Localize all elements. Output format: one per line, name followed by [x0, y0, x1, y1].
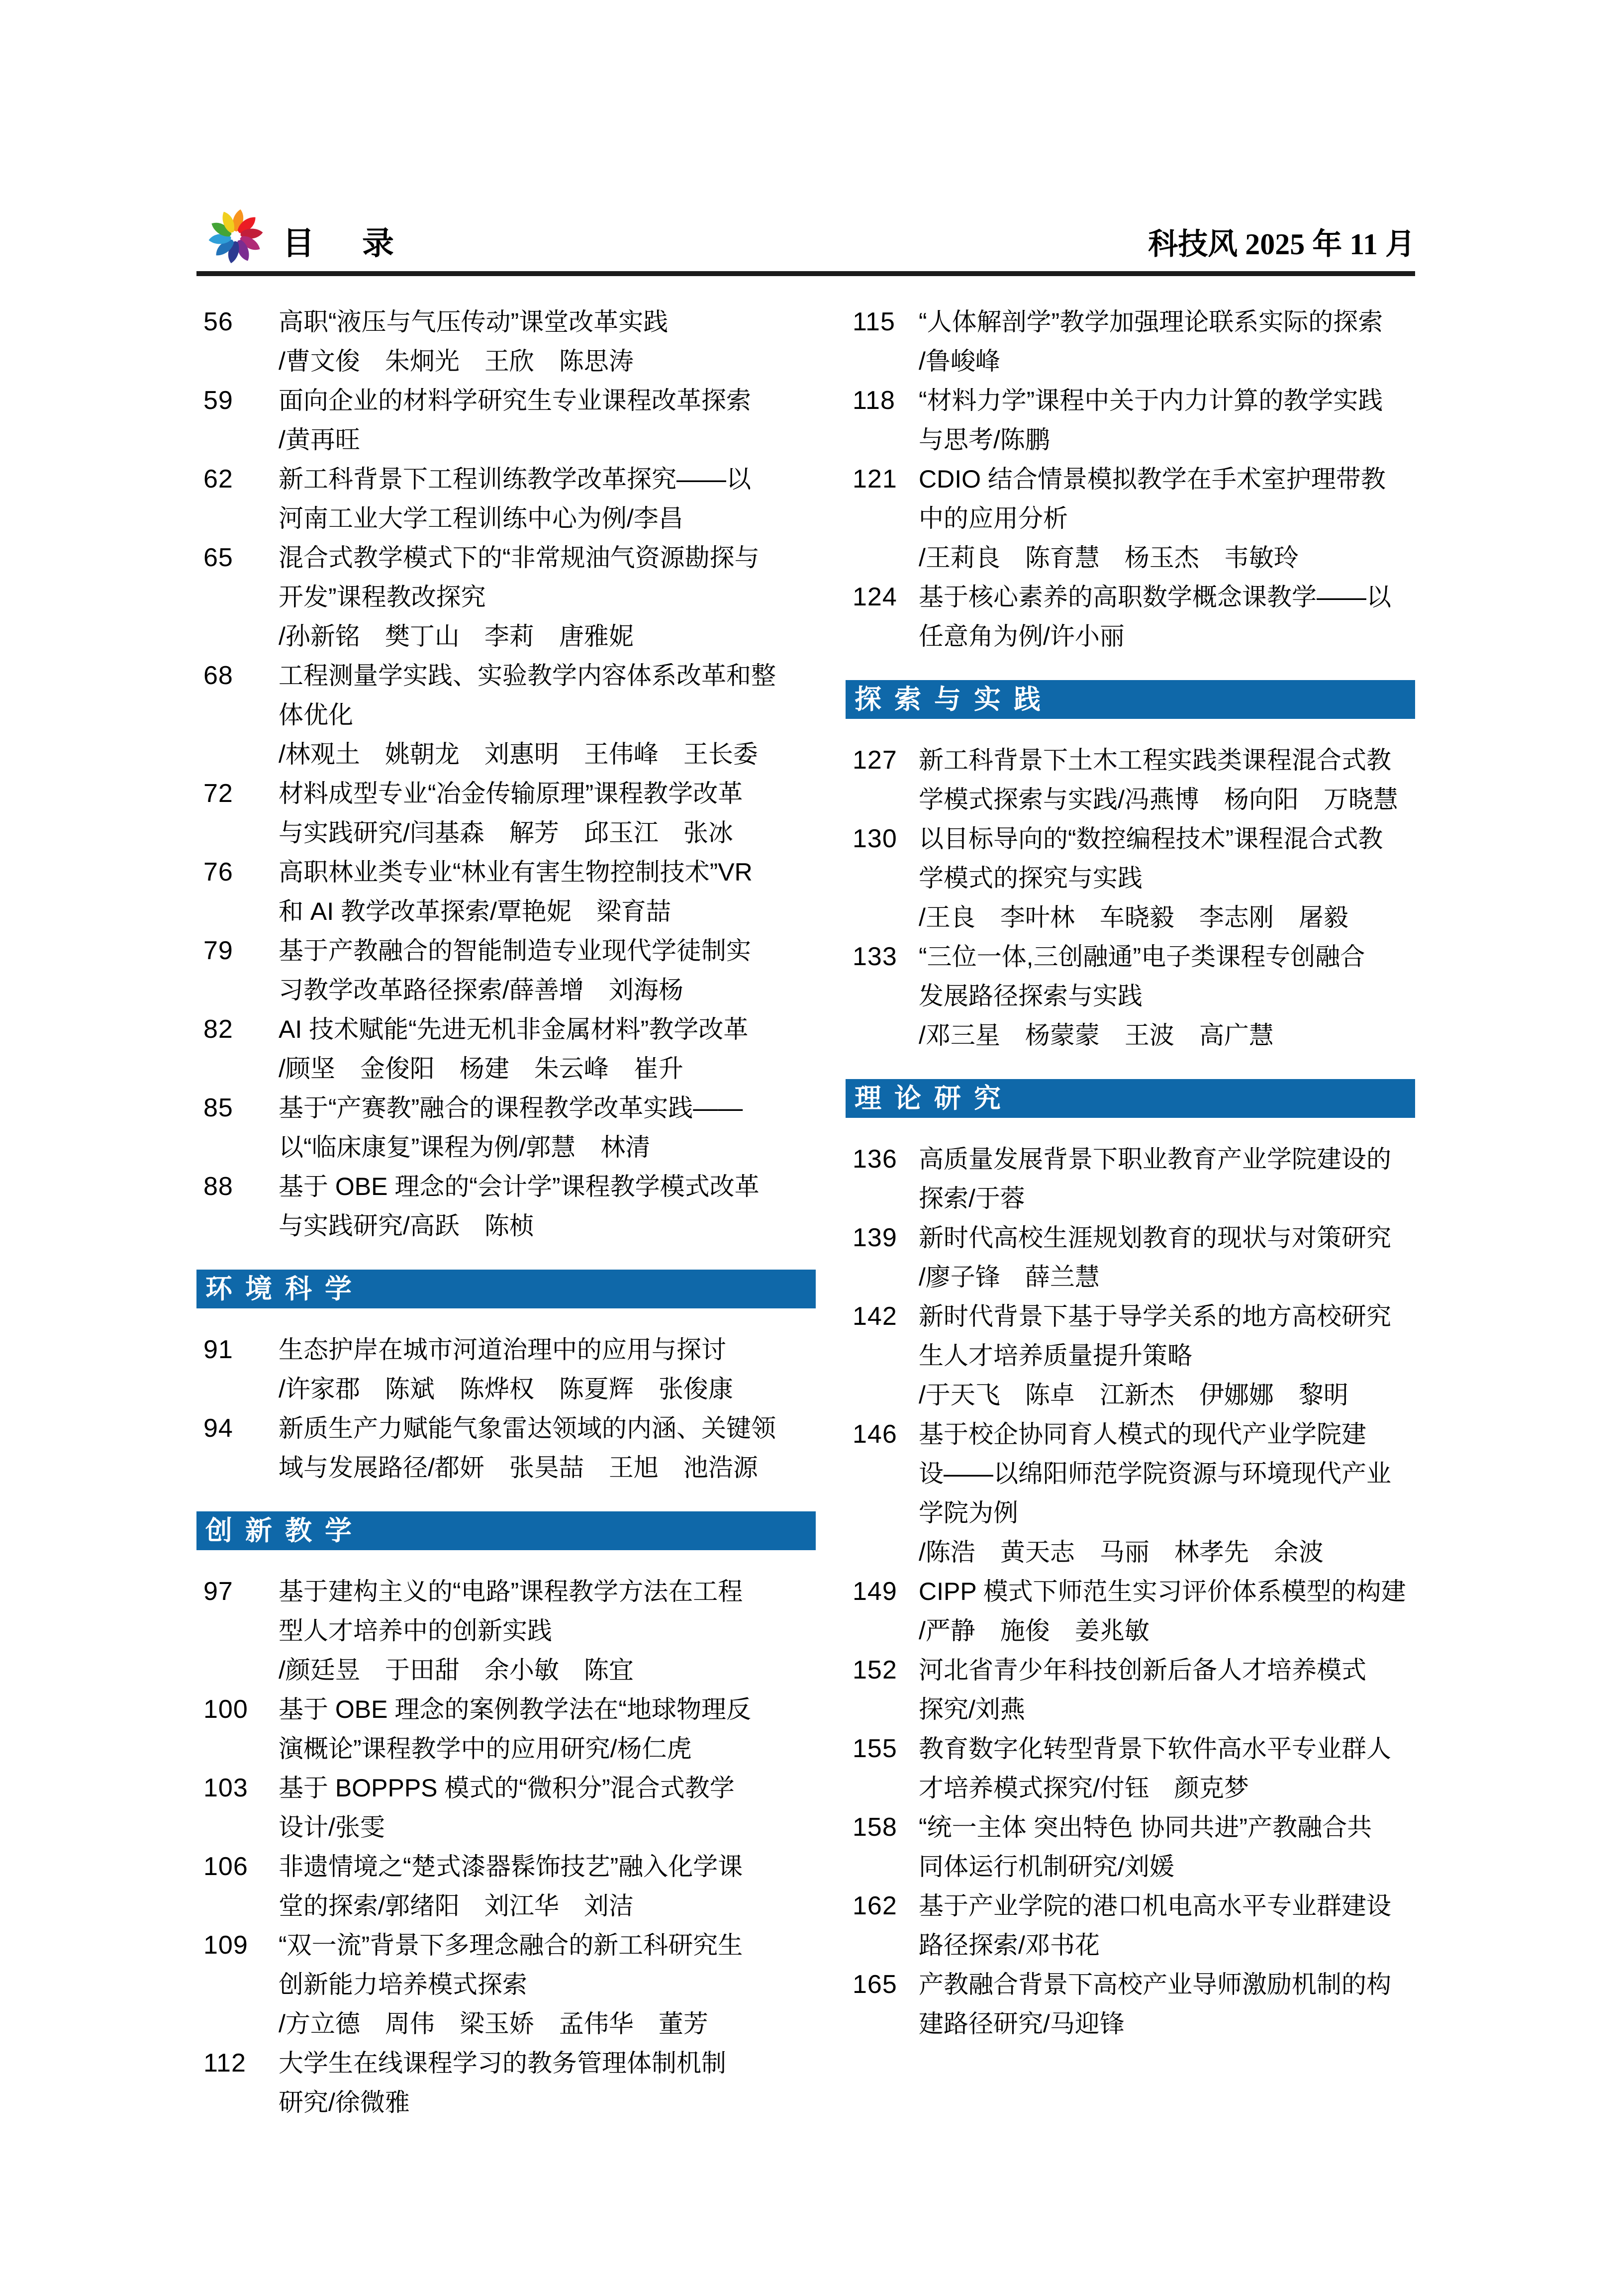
entry-line: AI 技术赋能“先进无机非金属材料”教学改革 [279, 1015, 749, 1043]
entry-line: 材料成型专业“冶金传输原理”课程教学改革 [279, 780, 743, 807]
section-header: 探索与实践 [846, 680, 1415, 719]
entry-line: 大学生在线课程学习的教务管理体制机制 [279, 2049, 726, 2077]
entry-line: 生人才培养质量提升策略 [919, 1342, 1192, 1370]
entry-authors-line: /黄再旺 [279, 426, 360, 454]
entry-authors-line: /林观土 姚朝龙 刘惠明 王伟峰 王长委 [279, 740, 758, 768]
entry-page-number: 103 [203, 1774, 248, 1802]
entry-lines [919, 1886, 1415, 1965]
toc-column-left [196, 302, 816, 2122]
entry-lines [919, 1218, 1415, 1297]
entry-page-number: 118 [853, 386, 895, 415]
header-rule [196, 271, 1415, 276]
entry-line: 教育数字化转型背景下软件高水平专业群人 [919, 1735, 1391, 1763]
entry-page-number: 79 [203, 936, 233, 965]
entry-page-number: 152 [853, 1656, 897, 1684]
toc-entry [846, 578, 1415, 656]
entry-line: 高职“液压与气压传动”课堂改革实践 [279, 308, 669, 336]
entry-lines [279, 381, 816, 460]
toc-entry [846, 1572, 1415, 1651]
entry-authors-line: /王莉良 陈育慧 杨玉杰 韦敏玲 [919, 544, 1299, 572]
entry-page-number: 76 [203, 858, 233, 887]
entry-line: 和 AI 教学改革探索/覃艳妮 梁育喆 [279, 897, 671, 925]
entry-line: 习教学改革路径探索/薛善增 刘海杨 [279, 976, 683, 1004]
entry-lines [919, 578, 1415, 656]
entry-page-number: 133 [853, 942, 897, 971]
toc-entry [846, 1729, 1415, 1808]
entry-line: 才培养模式探究/付钰 颜克梦 [919, 1774, 1249, 1802]
toc-entry [196, 931, 816, 1010]
entry-lines [919, 1140, 1415, 1218]
toc-entry [196, 2044, 816, 2122]
entry-line: 产教融合背景下高校产业导师激励机制的构 [919, 1971, 1391, 1998]
entry-line: 以“临床康复”课程为例/郭慧 林清 [279, 1133, 651, 1161]
toc-entry [196, 774, 816, 853]
entry-page-number: 139 [853, 1223, 897, 1252]
entry-page-number: 62 [203, 465, 233, 494]
entry-lines [279, 1572, 816, 1690]
toc-entry [846, 1297, 1415, 1415]
section-header: 理论研究 [846, 1079, 1415, 1118]
entry-page-number: 94 [203, 1414, 233, 1443]
toc-entry [196, 1010, 816, 1089]
toc-entry [196, 1330, 816, 1409]
entry-authors-line: /顾坚 金俊阳 杨建 朱云峰 崔升 [279, 1055, 683, 1083]
entry-line: 基于建构主义的“电路”课程教学方法在工程 [279, 1578, 743, 1605]
entry-lines [279, 302, 816, 381]
entry-line: 发展路径探索与实践 [919, 982, 1143, 1010]
toc-entry [196, 1572, 816, 1690]
entry-page-number: 106 [203, 1852, 248, 1881]
toc-entry [846, 381, 1415, 460]
entry-page-number: 88 [203, 1172, 233, 1201]
toc-entry [196, 538, 816, 656]
toc-entry [846, 1965, 1415, 2044]
toc-entry [196, 381, 816, 460]
entry-line: 河北省青少年科技创新后备人才培养模式 [919, 1656, 1366, 1684]
entry-line: 任意角为例/许小丽 [919, 622, 1125, 650]
entry-page-number: 109 [203, 1931, 248, 1960]
entry-line: 基于产业学院的港口机电高水平专业群建设 [919, 1892, 1391, 1920]
section-header: 创新教学 [196, 1511, 816, 1550]
entry-authors-line: /王良 李叶林 车晓毅 李志刚 屠毅 [919, 903, 1348, 931]
entry-lines [279, 1769, 816, 1847]
entry-line: CIPP 模式下师范生实习评价体系模型的构建 [919, 1578, 1406, 1605]
entry-lines [919, 460, 1415, 578]
entry-authors-line: /廖子锋 薛兰慧 [919, 1263, 1100, 1291]
toc-column-right [846, 302, 1415, 2122]
entry-lines [279, 2044, 816, 2122]
entry-lines [279, 538, 816, 656]
entry-lines [919, 741, 1415, 819]
entry-line: 与思考/陈鹏 [919, 426, 1050, 454]
entry-line: 生态护岸在城市河道治理中的应用与探讨 [279, 1336, 726, 1364]
entry-page-number: 112 [203, 2049, 246, 2078]
entry-line: 工程测量学实践、实验教学内容体系改革和整 [279, 662, 776, 690]
entry-authors-line: /曹文俊 朱炯光 王欣 陈思涛 [279, 347, 634, 375]
entry-line: 与实践研究/闫基森 解芳 邱玉江 张冰 [279, 819, 733, 847]
logo-petals [208, 209, 264, 263]
entry-line: 学模式探索与实践/冯燕博 杨向阳 万晓慧 [919, 786, 1398, 813]
entry-lines [919, 1415, 1415, 1572]
entry-lines [919, 1965, 1415, 2044]
entry-authors-line: /孙新铭 樊丁山 李莉 唐雅妮 [279, 622, 634, 650]
entry-line: 基于校企协同育人模式的现代产业学院建 [919, 1420, 1366, 1448]
entry-authors-line: /鲁峻峰 [919, 347, 1000, 375]
entry-page-number: 59 [203, 386, 233, 415]
entry-lines [279, 1409, 816, 1487]
entry-page-number: 158 [853, 1813, 897, 1842]
entry-page-number: 146 [853, 1420, 897, 1449]
toc-entry [846, 1886, 1415, 1965]
entry-lines [919, 1808, 1415, 1886]
entry-line: 设——以绵阳师范学院资源与环境现代产业 [919, 1460, 1391, 1487]
entry-lines [279, 1167, 816, 1246]
entry-line: 以目标导向的“数控编程技术”课程混合式教 [919, 825, 1383, 853]
journal-logo-icon [205, 208, 266, 265]
toc-entry [196, 1847, 816, 1926]
entry-page-number: 121 [853, 465, 897, 494]
entry-line: 探索/于蓉 [919, 1185, 1025, 1212]
entry-line: 域与发展路径/都妍 张昊喆 王旭 池浩源 [279, 1454, 758, 1482]
entry-page-number: 56 [203, 307, 233, 336]
entry-line: “人体解剖学”教学加强理论联系实际的探索 [919, 308, 1383, 336]
entry-page-number: 97 [203, 1577, 233, 1606]
entry-line: 新时代背景下基于导学关系的地方高校研究 [919, 1302, 1391, 1330]
entry-line: 基于 OBE 理念的“会计学”课程教学模式改革 [279, 1173, 760, 1200]
toc-entry [196, 1926, 816, 2044]
entry-lines [279, 853, 816, 931]
entry-line: 基于 OBE 理念的案例教学法在“地球物理反 [279, 1695, 752, 1723]
entry-page-number: 72 [203, 779, 233, 808]
entry-line: 新质生产力赋能气象雷达领域的内涵、关键领 [279, 1414, 776, 1442]
entry-line: 基于“产赛教”融合的课程教学改革实践—— [279, 1094, 743, 1122]
entry-line: 路径探索/邓书花 [919, 1931, 1100, 1959]
entry-lines [279, 1330, 816, 1409]
entry-line: 非遗情境之“楚式漆器髹饰技艺”融入化学课 [279, 1853, 743, 1881]
entry-authors-line: /邓三星 杨蒙蒙 王波 高广慧 [919, 1021, 1274, 1049]
toc-columns [196, 302, 1415, 2122]
entry-line: 与实践研究/高跃 陈桢 [279, 1212, 534, 1240]
entry-line: 高质量发展背景下职业教育产业学院建设的 [919, 1145, 1391, 1173]
toc-entry [196, 1167, 816, 1246]
entry-line: 研究/徐微雅 [279, 2088, 410, 2116]
entry-line: 新工科背景下工程训练教学改革探究——以 [279, 465, 751, 493]
entry-lines [919, 1729, 1415, 1808]
entry-lines [279, 1690, 816, 1769]
entry-line: 开发”课程教改探究 [279, 583, 486, 611]
entry-line: 同体运行机制研究/刘媛 [919, 1853, 1174, 1881]
toc-entry [196, 302, 816, 381]
entry-page-number: 68 [203, 661, 233, 690]
toc-entry [846, 1140, 1415, 1218]
entry-line: “三位一体,三创融通”电子类课程专创融合 [919, 943, 1365, 971]
entry-authors-line: /方立德 周伟 梁玉娇 孟伟华 董芳 [279, 2010, 708, 2038]
entry-line: 中的应用分析 [919, 504, 1068, 532]
entry-authors-line: /许家郡 陈斌 陈烨权 陈夏辉 张俊康 [279, 1375, 733, 1403]
entry-lines [279, 1926, 816, 2044]
entry-lines [919, 937, 1415, 1055]
toc-entry [846, 460, 1415, 578]
toc-entry [846, 1218, 1415, 1297]
entry-lines [279, 1089, 816, 1167]
entry-lines [279, 656, 816, 774]
entry-line: “双一流”背景下多理念融合的新工科研究生 [279, 1931, 743, 1959]
entry-line: 面向企业的材料学研究生专业课程改革探索 [279, 387, 751, 414]
entry-authors-line: /严静 施俊 姜兆敏 [919, 1617, 1149, 1645]
entry-line: 堂的探索/郭绪阳 刘江华 刘洁 [279, 1892, 634, 1920]
entry-page-number: 136 [853, 1145, 897, 1174]
entry-lines [919, 381, 1415, 460]
toc-entry [196, 656, 816, 774]
entry-lines [919, 1651, 1415, 1729]
entry-lines [919, 1572, 1415, 1651]
page-title: 目 录 [283, 226, 402, 261]
entry-page-number: 91 [203, 1335, 233, 1364]
toc-entry [196, 460, 816, 538]
entry-lines [279, 1847, 816, 1926]
entry-line: 混合式教学模式下的“非常规油气资源勘探与 [279, 544, 760, 572]
entry-authors-line: /于天飞 陈卓 江新杰 伊娜娜 黎明 [919, 1381, 1348, 1409]
toc-entry [196, 1769, 816, 1847]
toc-entry [846, 819, 1415, 937]
entry-line: 基于产教融合的智能制造专业现代学徒制实 [279, 937, 751, 965]
toc-entry [846, 1651, 1415, 1729]
entry-line: 创新能力培养模式探索 [279, 1971, 527, 1998]
toc-entry [846, 1808, 1415, 1886]
entry-page-number: 100 [203, 1695, 248, 1724]
entry-lines [919, 302, 1415, 381]
entry-page-number: 165 [853, 1970, 897, 1999]
entry-page-number: 142 [853, 1302, 897, 1331]
entry-lines [279, 931, 816, 1010]
entry-page-number: 82 [203, 1015, 233, 1044]
entry-line: 演概论”课程教学中的应用研究/杨仁虎 [279, 1735, 692, 1763]
entry-line: 探究/刘燕 [919, 1695, 1025, 1723]
entry-line: 新工科背景下土木工程实践类课程混合式教 [919, 746, 1391, 774]
entry-line: CDIO 结合情景模拟教学在手术室护理带教 [919, 465, 1386, 493]
entry-line: “统一主体 突出特色 协同共进”产教融合共 [919, 1813, 1372, 1841]
entry-page-number: 149 [853, 1577, 897, 1606]
entry-line: “材料力学”课程中关于内力计算的教学实践 [919, 387, 1383, 414]
toc-entry [196, 1409, 816, 1487]
entry-line: 基于核心素养的高职数学概念课教学——以 [919, 583, 1391, 611]
toc-entry [196, 1089, 816, 1167]
toc-entry [846, 741, 1415, 819]
entry-line: 建路径研究/马迎锋 [919, 2010, 1125, 2038]
entry-page-number: 124 [853, 583, 897, 611]
entry-line: 设计/张雯 [279, 1813, 385, 1841]
toc-entry [846, 1415, 1415, 1572]
entry-page-number: 130 [853, 824, 897, 853]
toc-entry [846, 302, 1415, 381]
entry-lines [919, 1297, 1415, 1415]
section-header: 环境科学 [196, 1270, 816, 1308]
entry-page-number: 115 [853, 307, 895, 336]
entry-line: 高职林业类专业“林业有害生物控制技术”VR [279, 858, 753, 886]
entry-line: 体优化 [279, 701, 353, 729]
journal-issue-label: 科技风 2025 年 11 月 [1148, 228, 1415, 261]
entry-page-number: 127 [853, 746, 897, 775]
entry-page-number: 65 [203, 543, 233, 572]
entry-line: 河南工业大学工程训练中心为例/李昌 [279, 504, 683, 532]
entry-page-number: 155 [853, 1734, 897, 1763]
entry-line: 学院为例 [919, 1499, 1018, 1527]
entry-line: 型人才培养中的创新实践 [279, 1617, 552, 1645]
toc-entry [196, 1690, 816, 1769]
entry-lines [919, 819, 1415, 937]
entry-line: 新时代高校生涯规划教育的现状与对策研究 [919, 1224, 1391, 1252]
entry-authors-line: /陈浩 黄天志 马丽 林孝先 余波 [919, 1538, 1324, 1566]
entry-page-number: 85 [203, 1093, 233, 1122]
toc-entry [196, 853, 816, 931]
toc-entry [846, 937, 1415, 1055]
entry-lines [279, 460, 816, 538]
entry-page-number: 162 [853, 1891, 897, 1920]
entry-lines [279, 774, 816, 853]
entry-authors-line: /颜廷昱 于田甜 余小敏 陈宜 [279, 1656, 634, 1684]
entry-lines [279, 1010, 816, 1089]
entry-line: 基于 BOPPPS 模式的“微积分”混合式教学 [279, 1774, 735, 1802]
entry-line: 学模式的探究与实践 [919, 864, 1143, 892]
